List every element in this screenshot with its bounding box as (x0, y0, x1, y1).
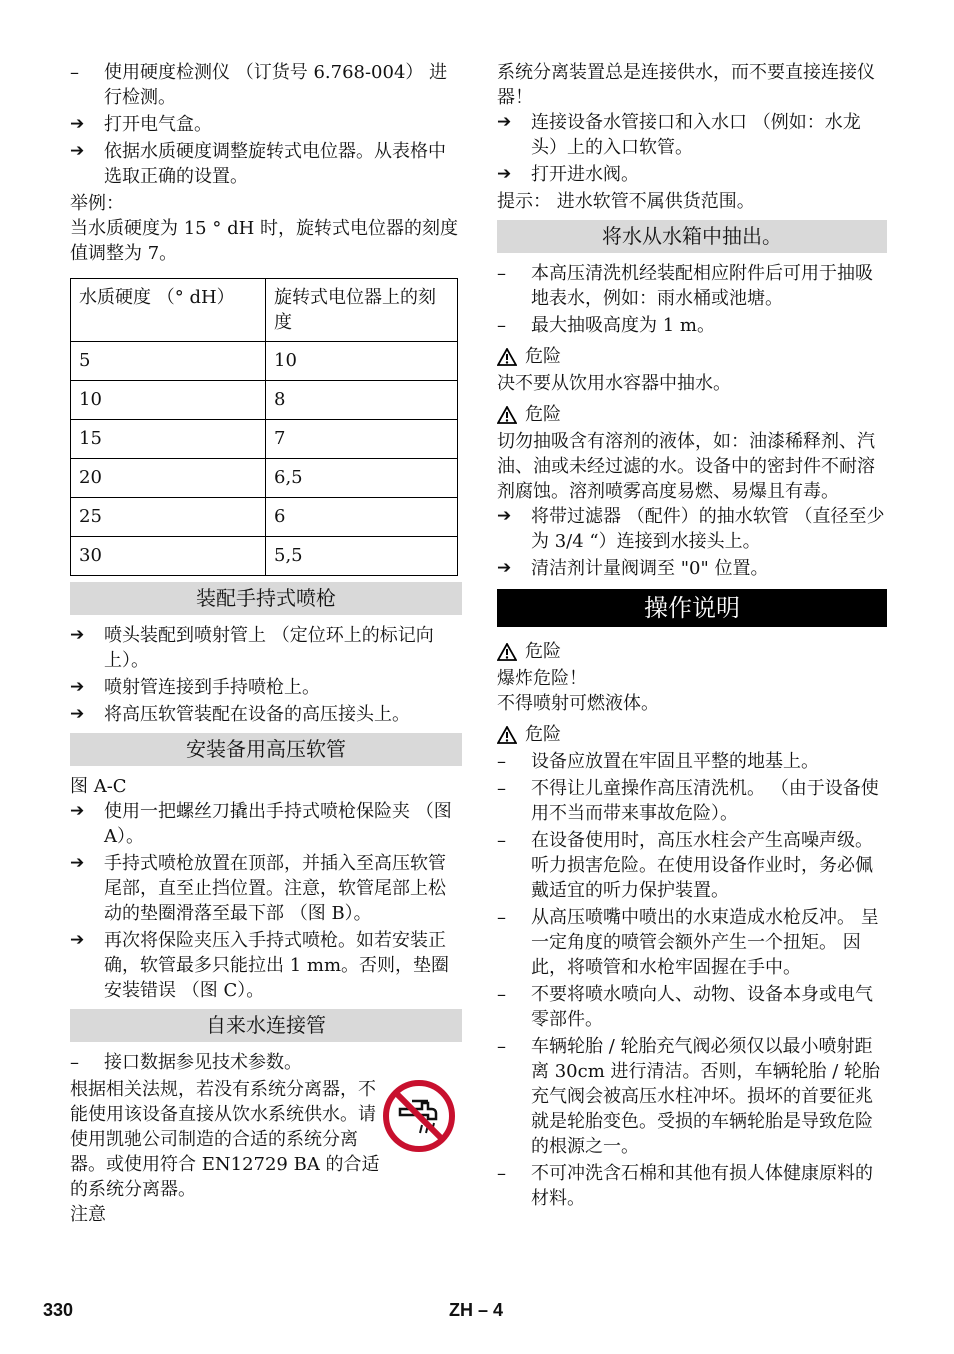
right-column (497, 60, 887, 1213)
danger-text: 不得喷射可燃液体。 (497, 693, 659, 714)
danger-text: 爆炸危险！ (497, 668, 587, 689)
arrow-icon: ➔ (497, 506, 512, 526)
table-row: 30 5,5 (71, 537, 458, 576)
arrow-icon: ➔ (70, 704, 85, 724)
table-header: 旋转式电位器上的刻度 (266, 279, 458, 342)
danger-text: 决不要从饮用水容器中抽水。 (497, 373, 731, 394)
arrow-icon: ➔ (70, 114, 85, 134)
list-item: ➔ 使用一把螺丝刀撬出手持式喷枪保险夹 （图 A）。 (70, 801, 452, 847)
danger-label: 危险 (497, 722, 887, 747)
arrow-icon: ➔ (70, 141, 85, 161)
list-item: – 不得让儿童操作高压清洗机。 （由于设备使用不当而带来事故危险）。 (497, 778, 879, 824)
list-item: ➔ 喷射管连接到手持喷枪上。 (70, 677, 320, 698)
list-item: – 接口数据参见技术参数。 (70, 1052, 302, 1073)
arrow-icon: ➔ (70, 625, 85, 645)
water-paragraph: 根据相关法规，若没有系统分离器，不能使用该设备直接从饮水系统供水。请使用凯驰公司制造的合适的系统分离器。或使用符合 EN12729 BA 的合适的系统分离器。 (70, 1079, 380, 1200)
water-paragraph-block (70, 1077, 462, 1202)
list-item: ➔ 清洁剂计量阀调至 "0" 位置。 (497, 558, 769, 579)
table-header: 水质硬度 （° dH） (71, 279, 266, 342)
example-label: 举例： (70, 193, 124, 214)
list-item: ➔ 连接设备水管接口和入水口 （例如：水龙头）上的入口软管。 (497, 112, 861, 158)
list-item: – 使用硬度检测仪 （订货号 6.768-004） 进行检测。 (70, 62, 448, 108)
warning-icon (497, 643, 517, 661)
list-item: ➔ 依据水质硬度调整旋转式电位器。从表格中选取正确的设置。 (70, 141, 446, 187)
table-row: 25 6 (71, 498, 458, 537)
page-number: 330 (43, 1300, 74, 1320)
list-item: ➔ 再次将保险夹压入手持式喷枪。如若安装正确，软管最多只能拉出 1 mm。否则，垫圈安装错误 （图 C）。 (70, 930, 450, 1001)
list-item: – 不可冲洗含石棉和其他有损人体健康原料的材料。 (497, 1163, 873, 1209)
warning-icon (497, 726, 517, 744)
table-row: 15 7 (71, 420, 458, 459)
danger-label: 危险 (497, 402, 887, 427)
warning-icon (497, 406, 517, 424)
table-header-row (71, 279, 458, 342)
list-item: – 不要将喷水喷向人、动物、设备本身或电气零部件。 (497, 984, 873, 1030)
section-footer: ZH – 4 (449, 1300, 504, 1320)
danger-label: 危险 (497, 639, 887, 664)
figure-ref: 图 A-C (70, 776, 127, 797)
no-drinking-water-icon (382, 1077, 462, 1202)
example-text: 当水质硬度为 15 ° dH 时，旋转式电位器的刻度值调整为 7。 (70, 218, 459, 264)
list-item: ➔ 手持式喷枪放置在顶部，并插入至高压软管尾部，直至止挡位置。注意，软管尾部上松动的垫圈滑落至最下部 （图 B）。 (70, 853, 446, 924)
warning-icon (497, 348, 517, 366)
list-item: – 本高压清洗机经装配相应附件后可用于抽吸地表水，例如：雨水桶或池塘。 (497, 263, 873, 309)
hint-text: 提示： 进水软管不属供货范围。 (497, 191, 755, 212)
list-item: ➔ 将高压软管装配在设备的高压接头上。 (70, 704, 410, 725)
list-item: – 在设备使用时，高压水柱会产生高噪声级。听力损害危险。在使用设备作业时，务必佩戴适宜的听力保护装置。 (497, 830, 873, 901)
section-heading-operation: 操作说明 (497, 589, 887, 627)
hardness-table (70, 278, 458, 576)
list-item: ➔ 打开电气盒。 (70, 114, 212, 135)
intro-list (70, 60, 462, 189)
arrow-icon: ➔ (497, 112, 512, 132)
arrow-icon: ➔ (70, 853, 85, 873)
section-heading-gun: 装配手持式喷枪 (70, 582, 462, 615)
arrow-icon: ➔ (70, 801, 85, 821)
list-item: ➔ 喷头装配到喷射管上 （定位环上的标记向上）。 (70, 625, 434, 671)
arrow-icon: ➔ (497, 558, 512, 578)
list-item: ➔ 打开进水阀。 (497, 164, 639, 185)
danger-text: 切勿抽吸含有溶剂的液体，如：油漆稀释剂、汽油、油或未经过滤的水。设备中的密封件不耐溶剂腐蚀。溶剂喷雾高度易燃、易爆且有毒。 (497, 431, 875, 502)
list-item: – 设备应放置在牢固且平整的地基上。 (497, 751, 819, 772)
section-heading-tank: 将水从水箱中抽出。 (497, 220, 887, 253)
left-column (70, 60, 462, 1227)
table-row: 20 6,5 (71, 459, 458, 498)
section-heading-hose: 安装备用高压软管 (70, 733, 462, 766)
note-label: 注意 (70, 1204, 106, 1225)
arrow-icon: ➔ (70, 930, 85, 950)
table-row: 5 10 (71, 342, 458, 381)
list-item: – 从高压喷嘴中喷出的水束造成水枪反冲。 呈一定角度的喷管会额外产生一个扭矩。 因此，将喷管和水枪牢固握在手中。 (497, 907, 879, 978)
arrow-icon: ➔ (497, 164, 512, 184)
list-item: – 车辆轮胎 / 轮胎充气阀必须仅以最小喷射距离 30cm 进行清洁。否则，车辆轮胎 / 轮胎充气阀会被高压水柱冲坏。损坏的首要征兆就是轮胎变色。受损的车辆轮胎是导致危险的根源之一。 (497, 1036, 881, 1157)
danger-label: 危险 (497, 344, 887, 369)
table-row: 10 8 (71, 381, 458, 420)
list-item: ➔ 将带过滤器 （配件）的抽水软管 （直径至少为 3/4 “）连接到水接头上。 (497, 506, 885, 552)
arrow-icon: ➔ (70, 677, 85, 697)
continued-paragraph: 系统分离装置总是连接供水，而不要直接连接仪器！ (497, 62, 875, 108)
list-item: – 最大抽吸高度为 1 m。 (497, 315, 715, 336)
section-heading-water: 自来水连接管 (70, 1009, 462, 1042)
